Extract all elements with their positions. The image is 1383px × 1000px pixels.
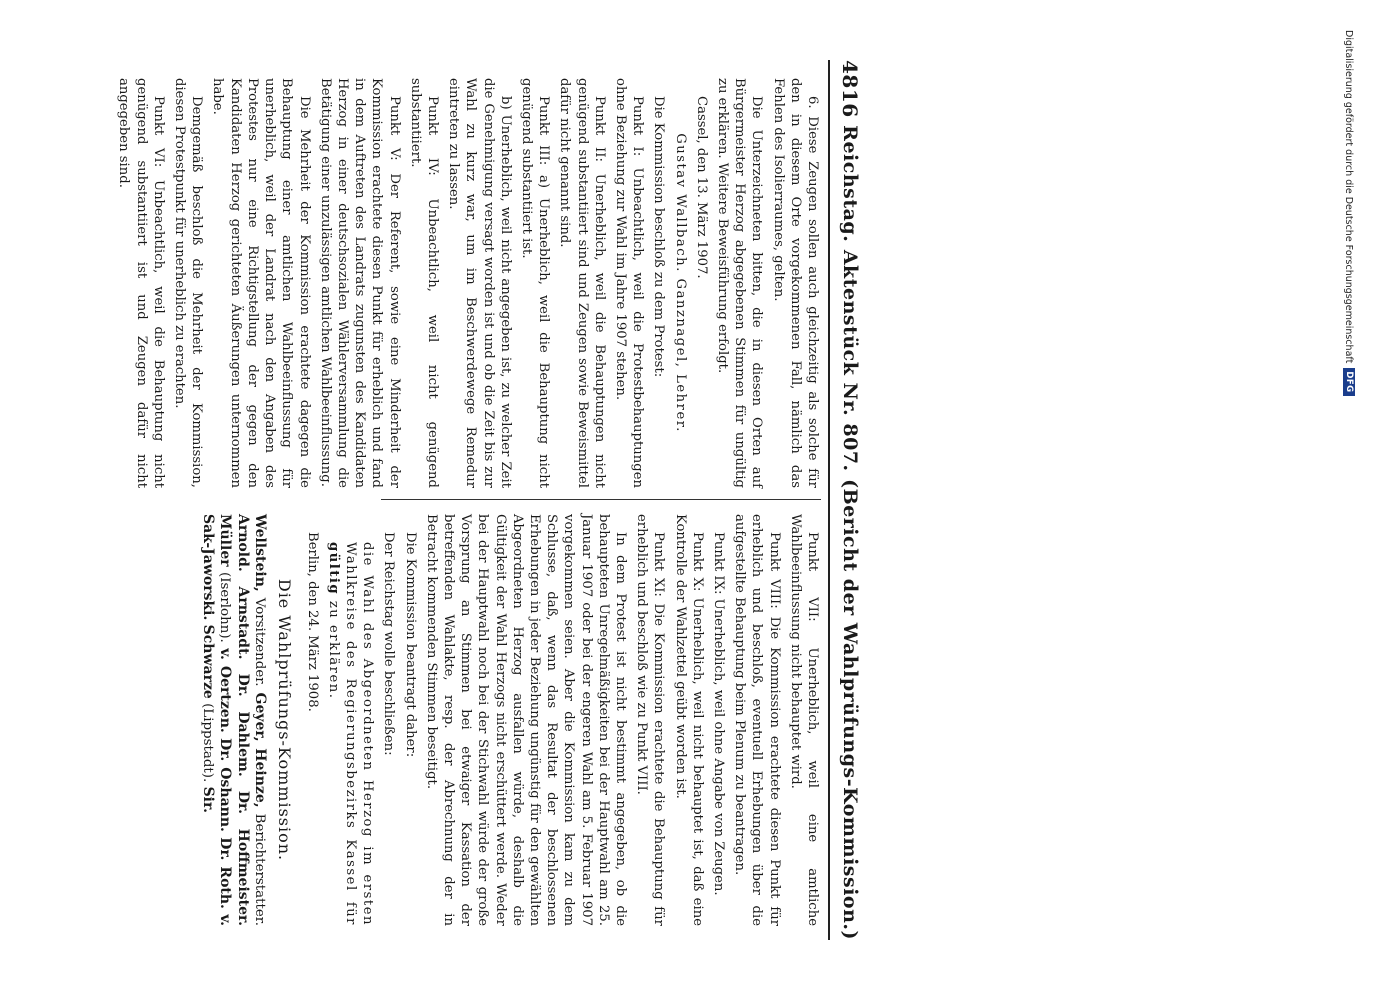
page-header	[832, 60, 868, 940]
right-column	[198, 514, 821, 926]
paragraph: Die Kommission beantragt daher:	[402, 532, 418, 758]
paragraph: In dem Protest ist nicht bestimmt angegeben, ob die behaupteten Unregelmäßigkeiten bei der Hauptwahl am 25. Januar 1907 oder bei der engeren Wahl am 5. Februar 1907 vorgekommen seien. Aber die Kommission kam zu dem Schlusse, daß, wenn das Resultat der beschlossenen Erhebungen in jeder Beziehung ungünstig für den gewählten Abgeordneten Herzog ausfallen würde, deshalb die Gültigkeit der Wahl Herzogs nicht erschüttert werde. Weder bei der Hauptwahl noch bei der Stichwahl würde der große Vorsprung an Stimmen bei etwaiger Kassation der betreffenden Wahlakte, resp. der Abrechnung der in Betracht kommenden Stimmen beseitigt.	[423, 514, 628, 926]
paragraph: Punkt V: Der Referent, sowie eine Minderheit der Kommission erachtete diesen Punkt für erheblich und fand in dem Auftreten des Landrats zugunsten des Kandidaten Herzog in einer deutschsozialen Wählerversammlung die Betätigung einer unzulässigen amtlichen Wahlbeeinflussung.	[317, 78, 402, 488]
paragraph: Punkt IV: Unbeachtlich, weil nicht genügend substantiiert.	[407, 78, 440, 488]
paragraph: b) Unerheblich, weil nicht angegeben ist, zu welcher Zeit die Genehmigung versagt worden ist und ob die Zeit bis zur Wahl zu kurz war, um im Beschwerdewege Remedur eintreten zu lassen.	[446, 78, 513, 488]
dateline: Cassel, den 13. März 1907.	[693, 96, 709, 279]
dateline: Berlin, den 24. März 1908.	[304, 532, 320, 712]
section-title: (Bericht der Wahlprüfungs-Kommission.)	[839, 479, 861, 940]
signatory: Dr. Hoffmeister.	[234, 790, 251, 926]
paragraph: Die Mehrheit der Kommission erachtete dagegen die Behauptung einer amtlichen Wahlbeeinflussung für unerheblich, weil der Landrat nach den Angaben des Protestes nur eine Richtigstellung der gegen den Kandidaten Herzog gerichteten Äußerungen unternommen habe.	[210, 78, 312, 488]
header-rule	[828, 60, 830, 940]
digitization-credit	[1343, 30, 1355, 396]
signatory-place: (Lippstadt).	[199, 703, 215, 783]
paragraph: Punkt I: Unbeachtlich, weil die Protestbehauptungen ohne Beziehung zur Wahl im Jahre 1907 stehen.	[612, 78, 646, 488]
paragraph: Die Kommission beschloß zu dem Protest:	[651, 96, 667, 378]
signatory-role: Vorsitzender.	[252, 597, 268, 687]
signatory-place: (Iserlohn).	[217, 572, 233, 643]
publication-name: Reichstag.	[839, 125, 861, 243]
motion-end: zu erklären.	[325, 600, 341, 700]
credit-text: Digitalisierung gefördert durch die Deutsche Forschungsgemeinschaft	[1343, 30, 1355, 364]
signatory: Sir.	[199, 786, 216, 813]
signatory: v. Oertzen.	[217, 648, 234, 733]
signatory: Arnold. Arnstadt.	[234, 514, 251, 660]
dfg-logo: DFG	[1343, 368, 1355, 395]
left-column	[111, 78, 821, 488]
document-number: Aktenstück Nr. 807.	[839, 249, 861, 472]
signatory: v. Sak-Jaworski.	[199, 514, 234, 926]
paragraph: Punkt VIII: Die Kommission erachtete diesen Punkt für erheblich und beschloß, eventuell Erhebungen über die aufgestellte Behauptung beim Plenum zu beantragen.	[732, 514, 782, 926]
motion-body: die Wahl des Abgeordneten Herzog im ersten Wahlkreise des Regierungsbezirks Kassel für	[342, 542, 376, 926]
signatory-role: Berichterstatter.	[252, 813, 268, 926]
page-number: 4816	[838, 60, 862, 118]
signature-block	[198, 514, 268, 926]
paragraph: Die Unterzeichneten bitten, die in diesen Orten auf Bürgermeister Herzog abgegebenen Stimmen für ungültig zu erklären. Weitere Beweisführung erfolgt.	[714, 78, 765, 488]
signatory: Schwarze	[199, 624, 216, 699]
paragraph: Punkt III: a) Unerheblich, weil die Behauptung nicht genügend substantiiert ist.	[518, 78, 552, 488]
paragraph: Punkt II: Unerheblich, weil die Behauptungen nicht genügend substantiiert sind und Zeugen sowie Beweismittel dafür nicht genannt sind.	[557, 78, 607, 488]
motion-verdict: gültig	[325, 542, 341, 596]
paragraph: Demgemäß beschloß die Mehrheit der Kommission, diesen Protestpunkt für unerheblich zu erachten.	[172, 78, 205, 488]
paragraph: Punkt VI: Unbeachtlich, weil die Behauptung nicht genügend substantiiert ist und Zeugen dafür nicht angegeben sind.	[116, 78, 166, 488]
paragraph: Punkt IX: Unerheblich, weil ohne Angabe von Zeugen.	[710, 532, 726, 896]
signatory: Dr. Roth.	[217, 837, 234, 909]
signatory: Dr. Dahlem.	[234, 673, 251, 777]
column-divider	[381, 499, 821, 500]
motion-text	[325, 514, 377, 926]
paragraph: 6. Diese Zeugen sollen auch gleichzeitig als solche für den in diesem Orte vorgekommenen Fall, nämlich das Fehlen des Isolierraumes, gelten.	[770, 78, 820, 488]
paragraph: Punkt VII: Unerheblich, weil eine amtliche Wahlbeeinflussung nicht behauptet wird.	[787, 514, 820, 926]
paragraph: Der Reichstag wolle beschließen:	[381, 532, 397, 756]
signatory: Dr. Oshann.	[217, 738, 234, 832]
protest-signatures: Gustav Wallbach. Ganznagel, Lehrer.	[672, 133, 688, 433]
paragraph: Punkt X: Unerheblich, weil nicht behauptet ist, daß eine Kontrolle der Wahlzettel geübt worden ist.	[672, 514, 705, 926]
signatory: Müller	[217, 514, 234, 567]
signatory: Geyer, Heinze,	[252, 692, 269, 808]
paragraph: Punkt XI: Die Kommission erachtete die Behauptung für erheblich und beschloß wie zu Punkt VIII.	[634, 514, 667, 926]
signature-title: Die Wahlprüfungs-Kommission.	[275, 578, 295, 862]
signatory: Wellstein,	[252, 514, 269, 592]
